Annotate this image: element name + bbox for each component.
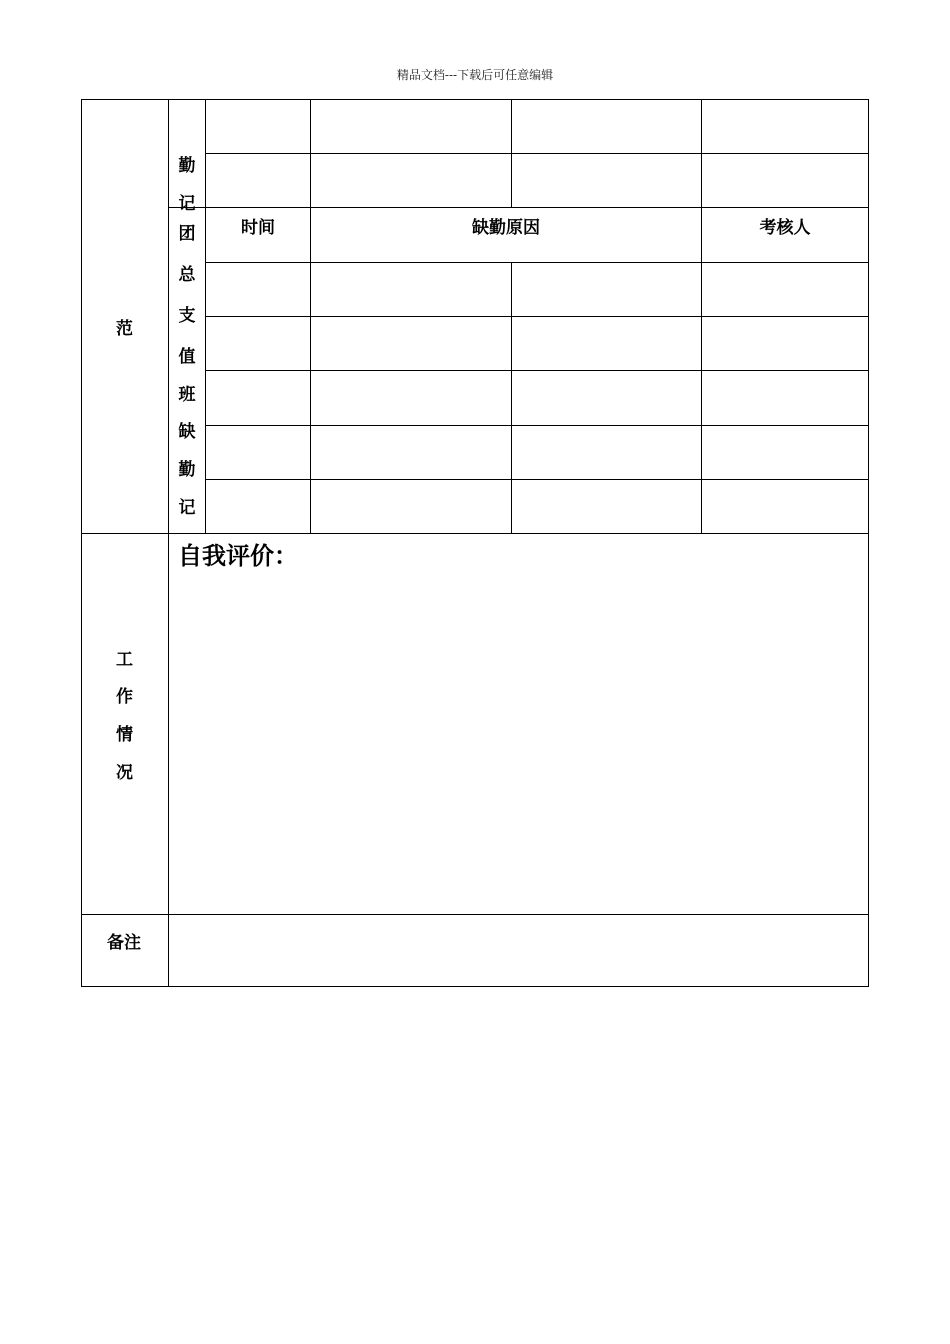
grid-line <box>205 479 869 480</box>
grid-line <box>205 425 869 426</box>
duty-label-char: 缺 <box>178 422 196 442</box>
section-divider-remarks <box>81 914 869 915</box>
self-evaluation-label: 自我评价： <box>178 542 298 570</box>
grid-line <box>168 207 869 208</box>
duty-label-char: 值 <box>178 347 196 367</box>
table-border-left <box>81 99 82 987</box>
column-header-reason: 缺勤原因 <box>472 218 540 238</box>
grid-line <box>511 262 512 534</box>
grid-line <box>205 370 869 371</box>
duty-label-char: 记 <box>178 498 196 518</box>
grid-line <box>205 262 869 263</box>
section-divider-work <box>81 533 869 534</box>
duty-label-char: 团 <box>178 224 196 244</box>
duty-label-char: 勤 <box>178 460 196 480</box>
table-border-right <box>868 99 869 987</box>
grid-line <box>511 99 512 208</box>
page-header: 精品文档---下载后可任意编辑 <box>396 68 554 82</box>
work-label-char: 况 <box>116 763 133 783</box>
column-header-time: 时间 <box>241 218 275 238</box>
work-label-char: 作 <box>116 687 133 707</box>
work-label-char: 工 <box>116 650 133 670</box>
grid-line <box>205 316 869 317</box>
grid-line <box>701 99 702 534</box>
label-column-divider <box>168 99 169 987</box>
table-border-bottom <box>81 986 869 987</box>
work-label-char: 情 <box>116 725 133 745</box>
grid-line <box>310 99 311 534</box>
column-header-reviewer: 考核人 <box>759 218 811 238</box>
attendance-label-char: 勤 <box>178 156 196 176</box>
grid-line <box>205 153 869 154</box>
row-label-fan: 范 <box>116 319 133 339</box>
attendance-label-char: 记 <box>178 194 196 214</box>
remarks-label: 备注 <box>107 933 141 953</box>
duty-label-char: 总 <box>178 265 196 285</box>
table-border-top <box>81 99 869 100</box>
duty-label-char: 支 <box>178 306 196 326</box>
duty-label-char: 班 <box>178 385 196 405</box>
